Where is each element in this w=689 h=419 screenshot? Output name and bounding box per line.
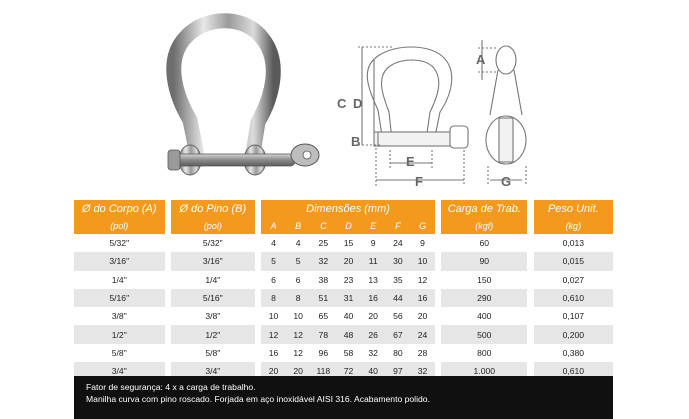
header-body-diameter: Ø do Corpo (A): [74, 200, 165, 217]
cell-working-load: 1.000: [441, 362, 527, 380]
header-working-load: Carga de Trab.: [441, 200, 527, 217]
cell-dim-a: 12: [261, 325, 286, 343]
header-pin-diameter: Ø do Pino (B): [171, 200, 255, 217]
cell-unit-weight: 0,610: [534, 362, 613, 380]
cell-dim-d: 31: [336, 289, 361, 307]
table-row: [74, 325, 613, 343]
cell-dim-f: 35: [386, 271, 411, 289]
cell-dim-c: 51: [310, 289, 336, 307]
cell-dim-f: 30: [386, 252, 411, 270]
cell-dim-e: 16: [361, 289, 386, 307]
footer-notes: [74, 376, 613, 419]
subheader-dim-g: G: [410, 217, 435, 234]
cell-dim-b: 4: [286, 234, 311, 252]
cell-dim-e: 20: [361, 307, 386, 325]
cell-unit-weight: 0,107: [534, 307, 613, 325]
cell-dim-f: 97: [386, 362, 411, 380]
dim-label-a: A: [476, 52, 486, 67]
dim-label-g: G: [501, 174, 512, 189]
cell-dim-g: 10: [410, 252, 435, 270]
cell-pin-diameter: 3/16": [171, 252, 255, 270]
table-row: [74, 271, 613, 289]
table-row: [74, 234, 613, 252]
cell-dim-g: 28: [410, 344, 435, 362]
cell-body-diameter: 5/32": [74, 234, 165, 252]
cell-dim-g: 32: [410, 362, 435, 380]
dim-label-e: E: [406, 154, 415, 169]
cell-dim-b: 12: [286, 325, 311, 343]
cell-dim-c: 118: [310, 362, 336, 380]
shackle-photo: [168, 21, 319, 175]
cell-working-load: 150: [441, 271, 527, 289]
cell-dim-f: 56: [386, 307, 411, 325]
spec-table: [74, 200, 613, 380]
cell-pin-diameter: 1/4": [171, 271, 255, 289]
cell-working-load: 90: [441, 252, 527, 270]
cell-dim-e: 11: [361, 252, 386, 270]
cell-body-diameter: 3/8": [74, 307, 165, 325]
shackle-illustrations: [0, 0, 689, 198]
cell-dim-g: 9: [410, 234, 435, 252]
cell-dim-f: 67: [386, 325, 411, 343]
subheader-dim-c: C: [310, 217, 336, 234]
cell-dim-c: 25: [310, 234, 336, 252]
cell-dim-b: 6: [286, 271, 311, 289]
dim-label-f: F: [415, 174, 423, 189]
table-row: [74, 252, 613, 270]
cell-dim-c: 32: [310, 252, 336, 270]
spec-table-wrapper: [74, 200, 613, 380]
cell-dim-e: 40: [361, 362, 386, 380]
cell-dim-e: 13: [361, 271, 386, 289]
cell-unit-weight: 0,610: [534, 289, 613, 307]
cell-working-load: 500: [441, 325, 527, 343]
cell-working-load: 800: [441, 344, 527, 362]
cell-pin-diameter: 5/16": [171, 289, 255, 307]
cell-dim-b: 20: [286, 362, 311, 380]
cell-dim-a: 5: [261, 252, 286, 270]
subheader-row: [74, 217, 613, 234]
spec-table-body: [74, 234, 613, 380]
cell-dim-c: 65: [310, 307, 336, 325]
subheader-dim-d: D: [336, 217, 361, 234]
cell-dim-d: 40: [336, 307, 361, 325]
cell-dim-c: 38: [310, 271, 336, 289]
product-description-note: Manilha curva com pino roscado. Forjada em aço inoxidável AISI 316. Acabamento polido.: [86, 394, 430, 404]
cell-dim-g: 20: [410, 307, 435, 325]
cell-pin-diameter: 3/4": [171, 362, 255, 380]
cell-dim-d: 72: [336, 362, 361, 380]
cell-dim-g: 12: [410, 271, 435, 289]
cell-dim-a: 16: [261, 344, 286, 362]
table-row: [74, 344, 613, 362]
table-row: [74, 289, 613, 307]
cell-dim-b: 12: [286, 344, 311, 362]
cell-dim-a: 10: [261, 307, 286, 325]
dim-label-c: C: [337, 96, 347, 111]
cell-working-load: 290: [441, 289, 527, 307]
subheader-dim-b: B: [286, 217, 311, 234]
header-unit-weight: Peso Unit.: [534, 200, 613, 217]
cell-dim-d: 15: [336, 234, 361, 252]
subheader-pin-unit: (pol): [171, 217, 255, 234]
subheader-dim-a: A: [261, 217, 286, 234]
cell-dim-e: 9: [361, 234, 386, 252]
table-row: [74, 307, 613, 325]
safety-factor-note: Fator de segurança: 4 x a carga de trabalho.: [86, 382, 256, 392]
cell-dim-c: 78: [310, 325, 336, 343]
header-row: [74, 200, 613, 217]
subheader-dim-f: F: [386, 217, 411, 234]
cell-working-load: 400: [441, 307, 527, 325]
subheader-body-unit: (pol): [74, 217, 165, 234]
cell-dim-e: 32: [361, 344, 386, 362]
cell-dim-c: 96: [310, 344, 336, 362]
cell-dim-e: 26: [361, 325, 386, 343]
cell-body-diameter: 1/4": [74, 271, 165, 289]
subheader-weight-unit: (kg): [534, 217, 613, 234]
cell-body-diameter: 3/4": [74, 362, 165, 380]
cell-dim-a: 4: [261, 234, 286, 252]
cell-body-diameter: 3/16": [74, 252, 165, 270]
cell-dim-g: 16: [410, 289, 435, 307]
cell-dim-f: 80: [386, 344, 411, 362]
cell-dim-d: 48: [336, 325, 361, 343]
cell-body-diameter: 1/2": [74, 325, 165, 343]
subheader-dim-e: E: [361, 217, 386, 234]
header-dimensions: Dimensões (mm): [261, 200, 435, 217]
cell-unit-weight: 0,015: [534, 252, 613, 270]
cell-dim-a: 20: [261, 362, 286, 380]
cell-pin-diameter: 3/8": [171, 307, 255, 325]
cell-pin-diameter: 5/8": [171, 344, 255, 362]
cell-dim-f: 24: [386, 234, 411, 252]
cell-dim-d: 58: [336, 344, 361, 362]
cell-pin-diameter: 5/32": [171, 234, 255, 252]
cell-pin-diameter: 1/2": [171, 325, 255, 343]
cell-dim-d: 20: [336, 252, 361, 270]
cell-working-load: 60: [441, 234, 527, 252]
cell-dim-f: 44: [386, 289, 411, 307]
cell-unit-weight: 0,200: [534, 325, 613, 343]
cell-dim-d: 23: [336, 271, 361, 289]
cell-unit-weight: 0,380: [534, 344, 613, 362]
dim-label-b: B: [351, 134, 361, 149]
dim-label-d: D: [353, 96, 363, 111]
cell-unit-weight: 0,013: [534, 234, 613, 252]
cell-dim-b: 5: [286, 252, 311, 270]
product-figure-area: [0, 0, 689, 198]
cell-dim-a: 6: [261, 271, 286, 289]
cell-dim-g: 24: [410, 325, 435, 343]
cell-dim-b: 10: [286, 307, 311, 325]
cell-dim-a: 8: [261, 289, 286, 307]
cell-unit-weight: 0,027: [534, 271, 613, 289]
cell-body-diameter: 5/16": [74, 289, 165, 307]
subheader-load-unit: (kgf): [441, 217, 527, 234]
cell-body-diameter: 5/8": [74, 344, 165, 362]
cell-dim-b: 8: [286, 289, 311, 307]
